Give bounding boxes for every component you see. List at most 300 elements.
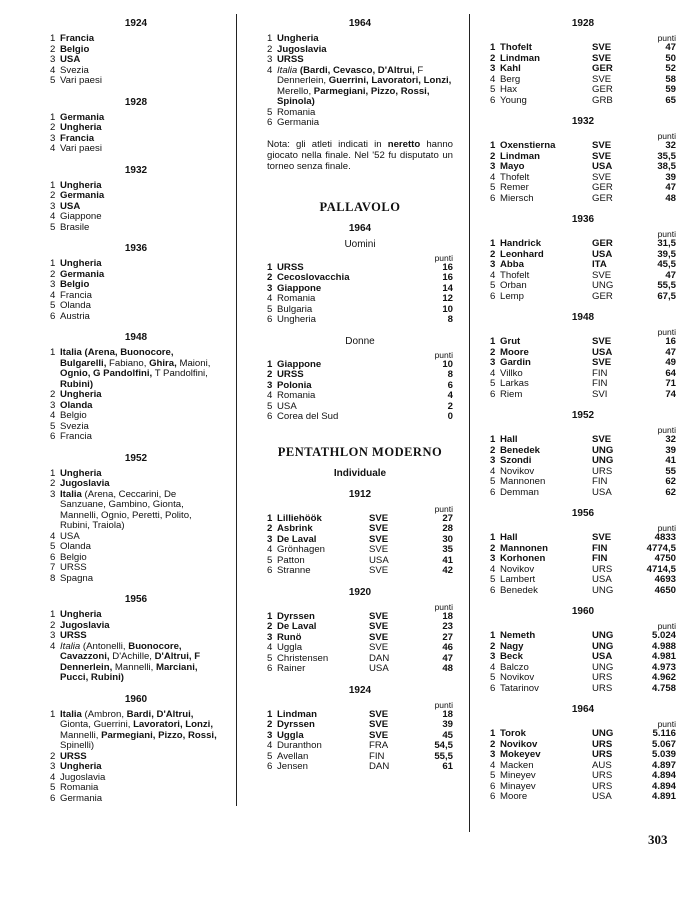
points-value: 4750 <box>654 553 676 564</box>
rank-number: 6 <box>490 486 496 498</box>
ranking-line <box>267 66 453 108</box>
points-header: punti <box>657 523 676 533</box>
rank-number: 6 <box>267 117 273 128</box>
rank-number: 6 <box>490 791 496 802</box>
athlete-name: Uggla <box>277 729 304 741</box>
entry-text: (Ambron, <box>81 708 127 720</box>
entry-text: Germania <box>60 268 105 280</box>
entry-text: Ungheria <box>60 122 102 133</box>
points-value: 4.973 <box>651 661 676 673</box>
nation-code: SVE <box>592 336 612 347</box>
rank-number: 3 <box>50 132 56 144</box>
entry-text: URSS <box>60 630 87 641</box>
rank-number: 2 <box>267 43 273 55</box>
results-row <box>490 162 676 173</box>
rank-number: 2 <box>267 621 273 632</box>
nation-code: URS <box>592 738 613 750</box>
athlete-name: Leonhard <box>500 248 544 260</box>
nation-code: USA <box>369 554 389 566</box>
rank-number: 5 <box>490 182 496 193</box>
entry-text: D'Achille, <box>109 651 155 662</box>
athlete-name: Asbrink <box>277 523 313 534</box>
year-heading: 1932 <box>571 116 595 127</box>
athlete-name: Thofelt <box>500 42 532 53</box>
results-row <box>267 273 453 284</box>
points-header: punti <box>657 33 676 43</box>
results-row <box>267 762 453 773</box>
athlete-name: Szondi <box>500 455 532 466</box>
athlete-name: Dyrssen <box>277 610 315 622</box>
rank-number: 1 <box>50 111 56 123</box>
year-heading: 1920 <box>348 586 372 598</box>
year-heading: 1948 <box>124 332 148 343</box>
points-header: punti <box>434 349 453 360</box>
athlete-name: Miersch <box>500 192 534 204</box>
nation-code: AUS <box>592 759 612 771</box>
column-left <box>50 18 222 814</box>
rank-number: 3 <box>267 379 273 391</box>
entry-text: Svezia <box>60 64 89 76</box>
points-value: 4833 <box>654 532 676 543</box>
entry-text: (Antonelli, <box>80 640 129 652</box>
athlete-name: Nemeth <box>500 630 536 641</box>
nation-code: UNG <box>592 728 614 739</box>
points-header: punti <box>434 503 453 514</box>
nation-code: URS <box>592 563 613 575</box>
nation-code: UNG <box>592 584 614 596</box>
athlete-name: Tatarinov <box>500 682 539 694</box>
results-row <box>267 643 453 654</box>
points-value: 23 <box>442 621 453 632</box>
points-value: 74 <box>665 388 676 400</box>
points-value: 16 <box>442 272 453 283</box>
points-value: 39,5 <box>657 248 676 260</box>
rank-number: 3 <box>50 54 56 65</box>
nation-code: UNG <box>592 661 614 673</box>
year-heading: 1936 <box>124 243 148 254</box>
points-value: 55 <box>665 465 676 477</box>
results-row <box>267 412 453 423</box>
rank-number: 2 <box>50 43 56 55</box>
athlete-name: Torok <box>500 728 526 739</box>
results-section <box>490 214 676 302</box>
year-heading: 1924 <box>348 684 372 696</box>
athlete-name: Polonia <box>277 379 312 391</box>
entry-text: Jugoslavia <box>60 478 110 489</box>
rank-number: 1 <box>50 609 56 620</box>
points-value: 10 <box>442 358 453 370</box>
entry-text: T Pandolfini, <box>152 368 208 379</box>
year-heading: 1964 <box>348 222 372 234</box>
results-row <box>267 391 453 402</box>
points-value: 14 <box>442 282 453 294</box>
nation-code: SVE <box>369 565 389 576</box>
rank-number: 7 <box>50 562 56 573</box>
rank-number: 4 <box>50 530 56 542</box>
points-value: 45,5 <box>657 259 676 270</box>
results-row <box>267 741 453 752</box>
athlete-name: Lilliehöök <box>277 512 322 524</box>
athlete-name: Balczo <box>500 661 529 673</box>
year-heading: 1956 <box>571 508 595 519</box>
entry-text: Rubini) <box>60 378 94 390</box>
athlete-name: Cecoslovacchia <box>277 272 350 283</box>
athlete-name: Novikov <box>500 465 535 477</box>
year-heading: 1964 <box>348 18 372 29</box>
results-row <box>490 554 676 565</box>
rank-number: 2 <box>267 369 273 380</box>
nation-code: SVE <box>369 729 389 741</box>
results-row <box>490 792 676 803</box>
entry-text: Francia <box>60 289 92 301</box>
rank-number: 1 <box>490 630 496 641</box>
rank-number: 4 <box>490 563 496 575</box>
nation-code: SVE <box>592 42 612 53</box>
athlete-name: Patton <box>277 554 305 566</box>
points-value: 38,5 <box>657 161 676 172</box>
results-row <box>490 141 676 152</box>
points-value: 4.758 <box>651 682 676 694</box>
entry-text: Mannelli, <box>112 661 156 673</box>
points-header: punti <box>434 601 453 612</box>
rank-number: 1 <box>50 258 56 269</box>
points-value: 55,5 <box>657 280 676 291</box>
points-value: 4650 <box>654 584 676 596</box>
points-value: 6 <box>447 379 453 391</box>
nation-code: SVE <box>369 544 389 555</box>
year-section <box>50 594 222 684</box>
nation-code: SVE <box>369 708 389 720</box>
nation-code: GER <box>592 182 613 193</box>
nation-code: SVE <box>369 621 389 632</box>
entry-text: Germania <box>277 117 320 128</box>
rank-number: 5 <box>50 300 56 311</box>
entry-text: Buonocore, Cavazzoni, <box>60 640 182 662</box>
points-value: 27 <box>442 512 453 524</box>
nation-code: SVE <box>592 434 612 445</box>
results-row <box>490 684 676 695</box>
points-header: punti <box>657 719 676 729</box>
nation-code: SVE <box>592 532 612 543</box>
rank-number: 5 <box>490 770 496 781</box>
column-divider-right <box>469 14 470 832</box>
points-value: 47 <box>442 652 453 664</box>
results-row <box>490 729 676 740</box>
results-row <box>490 771 676 782</box>
rank-number: 8 <box>50 572 56 584</box>
results-section <box>490 312 676 400</box>
rank-number: 6 <box>490 388 496 400</box>
rank-number: 2 <box>50 268 56 280</box>
ranking-line <box>50 312 222 323</box>
rank-number: 4 <box>50 640 56 652</box>
athlete-name: Lemp <box>500 290 524 302</box>
entry-text: Germania <box>60 190 105 201</box>
athlete-name: Duranthon <box>277 740 322 751</box>
year-heading: 1960 <box>124 693 148 705</box>
entry-text: Romania <box>277 106 316 118</box>
points-value: 4 <box>447 390 453 401</box>
nation-code: DAN <box>369 761 390 772</box>
athlete-name: Abba <box>500 259 524 270</box>
points-value: 4.988 <box>651 640 676 652</box>
athlete-name: Demman <box>500 486 539 498</box>
points-value: 27 <box>442 631 453 643</box>
rank-number: 4 <box>267 293 273 304</box>
nation-code: USA <box>592 161 613 172</box>
points-value: 62 <box>665 486 676 498</box>
entry-text: Vari paesi <box>60 75 102 86</box>
athlete-name: URSS <box>277 369 304 380</box>
ranking-line <box>50 642 222 684</box>
year-section <box>50 165 222 234</box>
entry-text: (Bardi, Cevasco, D'Altrui, <box>297 64 415 76</box>
results-section <box>490 508 676 596</box>
nation-code: URS <box>592 682 613 694</box>
results-section <box>490 704 676 803</box>
points-header: punti <box>657 621 676 631</box>
rank-number: 4 <box>267 390 273 401</box>
year-heading: 1952 <box>124 452 148 464</box>
results-table <box>267 514 453 577</box>
rank-number: 1 <box>267 708 273 720</box>
entry-text: F Dennerlein, <box>277 64 424 86</box>
athlete-name: Ungheria <box>277 314 316 325</box>
year-section <box>50 332 222 443</box>
entry-text: Jugoslavia <box>60 619 110 631</box>
rank-number: 5 <box>490 574 496 585</box>
rank-number: 3 <box>490 749 496 760</box>
rank-number: 5 <box>267 400 273 412</box>
results-row <box>267 720 453 731</box>
results-row <box>267 315 453 326</box>
rank-number: 5 <box>490 280 496 291</box>
athlete-name: Giappone <box>277 282 322 294</box>
rank-number: 2 <box>490 738 496 750</box>
athlete-name: Mokeyev <box>500 749 541 760</box>
results-row <box>490 281 676 292</box>
ranking-line <box>50 348 222 390</box>
year-heading: 1912 <box>348 488 372 500</box>
points-header: punti <box>434 699 453 710</box>
rank-number: 1 <box>490 728 496 739</box>
athlete-name: Macken <box>500 759 534 771</box>
entry-text: Ungheria <box>60 389 102 400</box>
nation-code: URS <box>592 770 613 781</box>
rank-number: 1 <box>490 434 496 445</box>
entry-text: Vari paesi <box>60 143 102 154</box>
athlete-name: Minayev <box>500 780 536 792</box>
nation-code: SVE <box>592 140 612 151</box>
athlete-name: Korhonen <box>500 553 546 564</box>
rank-number: 3 <box>267 533 273 545</box>
athlete-name: Runö <box>277 631 302 643</box>
athlete-name: Lindman <box>277 708 317 720</box>
rank-number: 1 <box>50 467 56 479</box>
nation-code: USA <box>369 663 389 674</box>
athlete-name: Avellan <box>277 750 309 762</box>
rank-number: 4 <box>490 269 496 281</box>
results-row <box>490 488 676 499</box>
year-heading: 1928 <box>124 96 148 108</box>
nation-code: USA <box>592 651 613 662</box>
rank-number: 2 <box>490 248 496 260</box>
rank-number: 5 <box>267 554 273 566</box>
points-header: punti <box>657 425 676 435</box>
athlete-name: USA <box>277 400 297 412</box>
nation-code: UNG <box>592 444 614 456</box>
entry-text: Fabiano, <box>106 357 150 369</box>
results-section <box>267 587 453 675</box>
athlete-name: Mannonen <box>500 542 548 554</box>
rank-number: 2 <box>50 190 56 201</box>
rank-number: 3 <box>490 651 496 662</box>
entry-text: Maioni, <box>176 357 211 369</box>
rank-number: 6 <box>267 411 273 422</box>
points-value: 47 <box>665 182 676 193</box>
entry-text: Olanda <box>60 300 91 311</box>
rank-number: 4 <box>50 289 56 301</box>
nation-code: GER <box>592 63 613 74</box>
ranking-line <box>50 223 222 234</box>
results-section <box>490 116 676 204</box>
athlete-name: Romania <box>277 293 316 304</box>
nation-code: UNG <box>592 280 614 291</box>
rank-number: 1 <box>50 33 56 44</box>
rank-number: 6 <box>50 431 56 442</box>
points-header: punti <box>434 252 453 263</box>
results-table <box>490 533 676 596</box>
points-value: 5.067 <box>651 738 676 750</box>
points-value: 58 <box>665 73 676 85</box>
results-row <box>490 631 676 642</box>
athlete-name: Berg <box>500 73 521 85</box>
results-row <box>490 337 676 348</box>
entry-text: Ungheria <box>60 761 102 772</box>
points-value: 41 <box>665 455 676 466</box>
entry-text: Ungheria <box>60 258 102 269</box>
points-value: 47 <box>665 346 676 358</box>
rank-number: 6 <box>490 192 496 204</box>
year-section <box>50 97 222 155</box>
rank-number: 2 <box>490 150 496 162</box>
year-section <box>267 18 453 129</box>
athlete-name: Orban <box>500 280 527 291</box>
year-heading: Uomini <box>344 238 376 250</box>
ranking-line <box>50 710 222 752</box>
rank-number: 5 <box>267 303 273 315</box>
rank-number: 1 <box>267 610 273 622</box>
rank-number: 2 <box>267 272 273 283</box>
ranking-line <box>50 794 222 805</box>
athlete-name: Benedek <box>500 584 538 596</box>
points-value: 10 <box>442 303 453 315</box>
entry-text: Ognio, G Pandolfini, <box>60 368 153 379</box>
results-table <box>490 435 676 498</box>
nation-code: SVE <box>592 73 612 85</box>
points-value: 54,5 <box>434 740 453 751</box>
results-row <box>267 294 453 305</box>
page-number: 303 <box>648 832 668 847</box>
results-row <box>267 524 453 535</box>
athlete-name: Novikov <box>500 738 538 750</box>
points-value: 12 <box>442 293 453 304</box>
rank-number: 4 <box>267 64 273 76</box>
nation-code: SVI <box>592 388 608 400</box>
rank-number: 2 <box>490 52 496 64</box>
year-heading: 1932 <box>124 164 148 176</box>
nation-code: GER <box>592 290 613 302</box>
results-row <box>267 622 453 633</box>
rank-number: 4 <box>490 367 496 379</box>
rank-number: 3 <box>267 54 273 65</box>
results-section <box>267 685 453 773</box>
nation-code: SVE <box>592 150 612 162</box>
results-row <box>490 292 676 303</box>
athlete-name: Corea del Sud <box>277 411 339 422</box>
rank-number: 3 <box>50 200 56 212</box>
results-row <box>490 183 676 194</box>
athlete-name: De Laval <box>277 533 317 545</box>
column-middle <box>267 18 453 783</box>
athlete-name: Bulgaria <box>277 303 313 315</box>
athlete-name: Beck <box>500 651 523 662</box>
rank-number: 1 <box>50 179 56 191</box>
entry-text: URSS <box>277 54 304 65</box>
nation-code: USA <box>592 574 612 585</box>
entry-text: Belgio <box>60 551 87 563</box>
year-heading: 1924 <box>124 18 148 29</box>
nation-code: GER <box>592 84 613 95</box>
section-title-pallavolo: PALLAVOLO <box>319 199 401 214</box>
rank-number: 1 <box>50 347 56 358</box>
nation-code: URS <box>592 465 613 477</box>
results-table <box>490 729 676 803</box>
results-table <box>267 360 453 423</box>
entry-text: Lavoratori, Lonzi, <box>133 719 214 730</box>
athlete-name: URSS <box>277 261 304 273</box>
results-row <box>490 239 676 250</box>
rank-number: 2 <box>267 523 273 534</box>
athlete-name: Gardin <box>500 357 531 368</box>
entry-text: Germania <box>60 792 103 804</box>
nation-code: UNG <box>592 630 614 641</box>
athlete-name: Hax <box>500 84 518 95</box>
athlete-name: Thofelt <box>500 269 530 281</box>
ranking-line <box>50 432 222 443</box>
results-row <box>490 652 676 663</box>
athlete-name: Mannonen <box>500 476 546 487</box>
rank-number: 1 <box>267 261 273 273</box>
results-table <box>490 239 676 302</box>
points-value: 16 <box>665 336 676 347</box>
athlete-name: Moore <box>500 346 529 358</box>
year-section <box>50 243 222 322</box>
points-value: 5.024 <box>651 630 676 641</box>
entry-text: Italia <box>60 640 81 652</box>
year-heading: 1936 <box>571 214 595 225</box>
rank-number: 2 <box>490 542 496 554</box>
points-value: 4.981 <box>651 651 676 662</box>
nation-code: FIN <box>369 750 385 762</box>
nation-code: USA <box>592 248 613 260</box>
rank-number: 4 <box>490 465 496 477</box>
points-header: punti <box>657 327 676 337</box>
athlete-name: Stranne <box>277 565 311 576</box>
rank-number: 6 <box>490 584 496 596</box>
points-value: 8 <box>447 314 453 325</box>
points-header: punti <box>657 131 676 141</box>
